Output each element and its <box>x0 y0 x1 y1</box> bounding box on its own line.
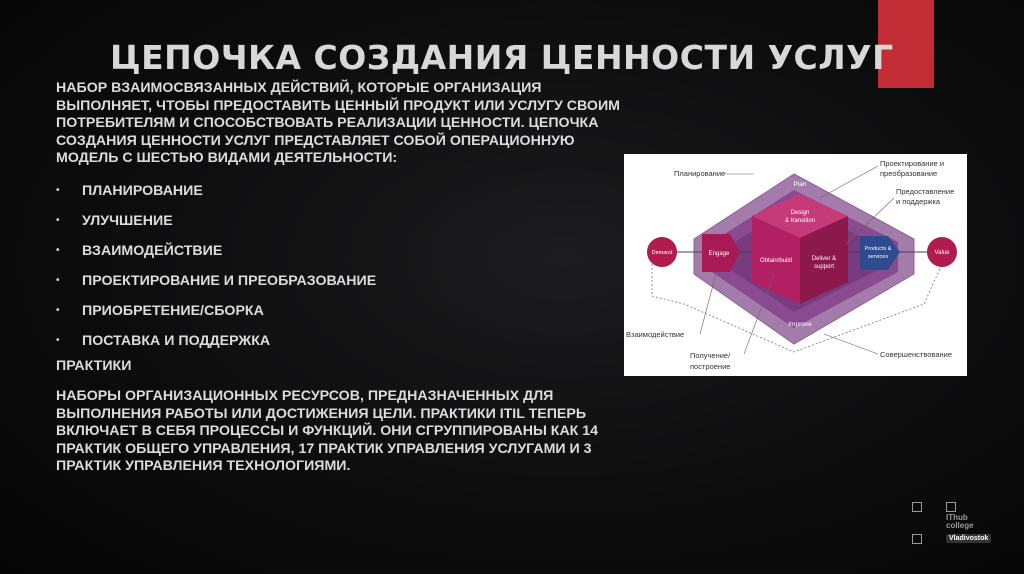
diagram-svg <box>624 154 967 376</box>
college-logo <box>908 496 998 546</box>
engage-label: Engage <box>708 251 730 257</box>
list-item: • ПЛАНИРОВАНИЕ <box>56 176 636 206</box>
callout-design-2: преобразование <box>880 169 938 178</box>
deliver-label-2: support <box>813 264 835 270</box>
list-item: • УЛУЧШЕНИЕ <box>56 206 636 236</box>
slide-title: ЦЕПОЧКА СОЗДАНИЯ ЦЕННОСТИ УСЛУГ <box>110 38 894 77</box>
list-item: • ВЗАИМОДЕЙСТВИЕ <box>56 236 636 266</box>
callout-obtain-1: Получение/ <box>690 351 731 360</box>
value-label: Value <box>934 250 950 256</box>
deliver-label-1: Deliver & <box>811 256 837 262</box>
practices-paragraph: НАБОРЫ ОРГАНИЗАЦИОННЫХ РЕСУРСОВ, ПРЕДНАЗНАЧЕННЫХ ДЛЯ ВЫПОЛНЕНИЯ РАБОТЫ ИЛИ ДОСТИЖЕНИЯ ЦЕЛИ. ПРАКТИКИ ITIL ТЕПЕРЬ ВКЛЮЧАЕТ В СЕБЯ ПРОЦЕССЫ И ФУНКЦИЙ. ОНИ СГРУППИРОВАНЫ КАК 14 ПРАКТИК ОБЩЕГО УПРАВЛЕНИЯ, 17 ПРАКТИК УПРАВЛЕНИЯ УСЛУГАМИ И 3 ПРАКТИК УПРАВЛЕНИЯ ТЕХНОЛОГИЯМИ. <box>56 388 599 474</box>
practices-heading: ПРАКТИКИ <box>56 357 132 374</box>
logo-badge: Vladivostok <box>946 534 991 543</box>
value-chain-diagram <box>624 154 967 376</box>
callout-engage: Взаимодействие <box>626 330 685 339</box>
callout-obtain-2: построение <box>690 362 731 371</box>
callout-plan: Планирование <box>674 169 726 178</box>
slide-body <box>56 80 636 476</box>
list-item: • ПОСТАВКА И ПОДДЕРЖКА <box>56 326 636 356</box>
plan-label: Plan <box>793 181 807 188</box>
activity-list <box>56 176 636 356</box>
products-label-1: Products & <box>864 246 892 252</box>
design-label-2: & transition <box>784 218 816 224</box>
callout-improve: Совершенствование <box>880 350 952 359</box>
list-item: • ПРОЕКТИРОВАНИЕ И ПРЕОБРАЗОВАНИЕ <box>56 266 636 296</box>
obtain-label: Obtain/build <box>759 258 793 264</box>
products-label-2: services <box>867 254 889 260</box>
logo-square-icon <box>912 534 922 544</box>
logo-line-1: IThub <box>946 513 968 522</box>
list-item: • ПРИОБРЕТЕНИЕ/СБОРКА <box>56 296 636 326</box>
demand-label: Demand <box>651 250 673 256</box>
improve-label: Improve <box>788 321 812 328</box>
logo-square-icon <box>946 502 956 512</box>
logo-line-2: college <box>946 521 974 530</box>
callout-deliver-2: и поддержка <box>896 197 941 206</box>
callout-design-1: Проектирование и <box>880 159 945 168</box>
callout-improve-line <box>824 334 878 354</box>
design-label-1: Design <box>790 210 810 216</box>
logo-square-icon <box>912 502 922 512</box>
callout-design-line <box>820 166 878 198</box>
callout-deliver-1: Предоставление <box>896 187 955 196</box>
intro-paragraph: НАБОР ВЗАИМОСВЯЗАННЫХ ДЕЙСТВИЙ, КОТОРЫЕ ОРГАНИЗАЦИЯ ВЫПОЛНЯЕТ, ЧТОБЫ ПРЕДОСТАВИТЬ ЦЕННЫЙ ПРОДУКТ ИЛИ УСЛУГУ СВОИМ ПОТРЕБИТЕЛЯМ И СПОСОБСТВОВАТЬ РЕАЛИЗАЦИИ ЦЕННОСТИ. ЦЕПОЧКА СОЗДАНИЯ ЦЕННОСТИ УСЛУГ ПРЕДСТАВЛЯЕТ СОБОЙ ОПЕРАЦИОННУЮ МОДЕЛЬ С ШЕСТЬЮ ВИДАМИ ДЕЯТЕЛЬНОСТИ: <box>56 80 620 166</box>
